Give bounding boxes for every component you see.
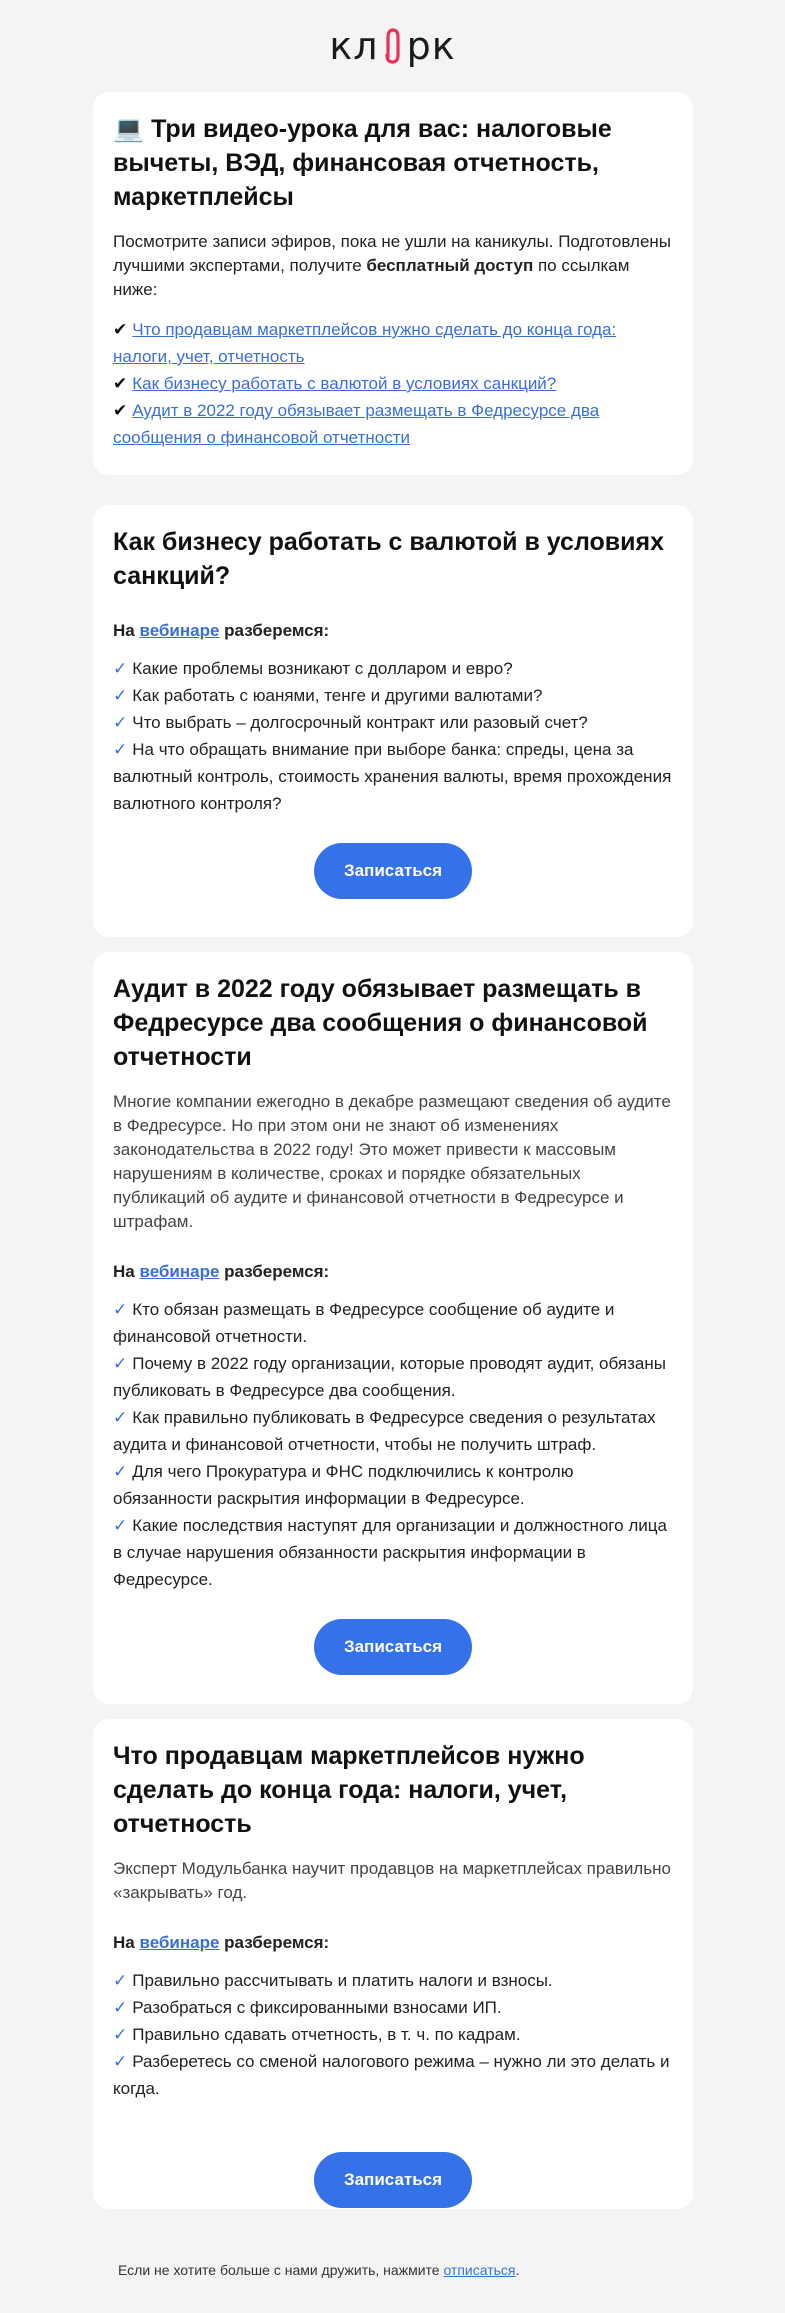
check-icon: ✓: [113, 1971, 128, 1990]
intro-card: [93, 92, 693, 475]
link-marketplace[interactable]: Что продавцам маркетплейсов нужно сделать до конца года: налоги, учет, отчетность: [113, 320, 617, 366]
list-item-text: Как правильно публиковать в Федресурсе сведения о результатах аудита и финансовой отчетности, чтобы не получить штраф.: [113, 1408, 656, 1454]
check-icon: ✓: [113, 2052, 128, 2071]
check-icon: ✔: [113, 374, 128, 393]
list-item-text: Какие последствия наступят для организации и должностного лица в случае нарушения обязанности раскрытия информации в Федресурсе.: [113, 1516, 667, 1589]
webinar-suffix: разберемся:: [219, 1933, 330, 1952]
audit-title: Аудит в 2022 году обязывает размещать в Федресурсе два сообщения о финансовой отчетности: [113, 975, 648, 1071]
list-item: [113, 1967, 673, 1994]
list-item: [113, 2048, 673, 2102]
webinar-suffix: разберемся:: [219, 1262, 330, 1281]
intro-title: [113, 112, 673, 214]
webinar-prefix: На: [113, 1262, 140, 1281]
unsubscribe-link[interactable]: отписаться: [443, 2262, 516, 2278]
list-item: [113, 370, 673, 397]
list-item: [113, 736, 673, 817]
marketplace-list: [113, 1967, 673, 2102]
list-item: [113, 1994, 673, 2021]
link-currency[interactable]: Как бизнесу работать с валютой в условиях санкций?: [132, 374, 557, 393]
intro-links: [113, 316, 673, 451]
list-item: [113, 709, 673, 736]
intro-title-text: Три видео-урока для вас: налоговые вычеты, ВЭД, финансовая отчетность, маркетплейсы: [113, 115, 612, 211]
check-icon: ✓: [113, 1408, 128, 1427]
signup-button-marketplace[interactable]: Записаться: [314, 2152, 472, 2208]
laptop-icon: 💻: [113, 115, 145, 143]
check-icon: ✔: [113, 320, 128, 339]
list-item: [113, 1404, 673, 1458]
check-icon: ✓: [113, 659, 128, 678]
list-item-text: Кто обязан размещать в Федресурсе сообщение об аудите и финансовой отчетности.: [113, 1300, 615, 1346]
audit-card: [93, 952, 693, 1704]
webinar-label: [113, 619, 673, 643]
audit-list: [113, 1296, 673, 1593]
list-item-text: Что выбрать – долгосрочный контракт или разовый счет?: [132, 713, 588, 732]
currency-title: Как бизнесу работать с валютой в условиях санкций?: [113, 528, 665, 590]
check-icon: ✓: [113, 686, 128, 705]
list-item: [113, 1512, 673, 1593]
currency-card: [93, 505, 693, 937]
signup-button-audit[interactable]: Записаться: [314, 1619, 472, 1675]
webinar-prefix: На: [113, 621, 140, 640]
footer-end: .: [515, 2262, 520, 2278]
intro-text-start: Посмотрите записи эфиров, пока не ушли на каникулы. Подготовлены лучшими экспертами, получите: [113, 232, 672, 275]
marketplace-description: Эксперт Модульбанка научит продавцов на маркетплейсах правильно «закрывать» год.: [113, 1859, 671, 1902]
list-item-text: Для чего Прокуратура и ФНС подключились к контролю обязанности раскрытия информации в Федресурсе.: [113, 1462, 574, 1508]
check-icon: ✓: [113, 1462, 128, 1481]
list-item-text: Разберетесь со сменой налогового режима – нужно ли это делать и когда.: [113, 2052, 670, 2098]
list-item-text: Какие проблемы возникают с долларом и евро?: [132, 659, 513, 678]
list-item: [113, 2021, 673, 2048]
list-item-text: Почему в 2022 году организации, которые проводят аудит, обязаны публиковать в Федресурсе два сообщения.: [113, 1354, 666, 1400]
check-icon: ✓: [113, 1998, 128, 2017]
list-item: [113, 316, 673, 370]
list-item: [113, 1458, 673, 1512]
logo-text-right: рк: [406, 24, 456, 68]
check-icon: ✓: [113, 713, 128, 732]
check-icon: ✔: [113, 401, 128, 420]
intro-text-bold: бесплатный доступ: [366, 256, 534, 275]
list-item-text: Правильно рассчитывать и платить налоги и взносы.: [132, 1971, 553, 1990]
list-item-text: Как работать с юанями, тенге и другими валютами?: [132, 686, 543, 705]
marketplace-card: [93, 1719, 693, 2209]
webinar-label: [113, 1260, 673, 1284]
list-item: [113, 397, 673, 451]
list-item: [113, 1296, 673, 1350]
list-item-text: Разобраться с фиксированными взносами ИП.: [132, 1998, 502, 2017]
list-item: [113, 682, 673, 709]
check-icon: ✓: [113, 1516, 128, 1535]
check-icon: ✓: [113, 2025, 128, 2044]
paperclip-icon: [380, 27, 406, 65]
webinar-suffix: разберемся:: [219, 621, 330, 640]
footer: [118, 2262, 519, 2278]
currency-list: [113, 655, 673, 817]
webinar-link[interactable]: вебинаре: [139, 1933, 220, 1952]
logo[interactable]: [329, 24, 455, 68]
webinar-link[interactable]: вебинаре: [139, 621, 220, 640]
webinar-prefix: На: [113, 1933, 140, 1952]
signup-button-currency[interactable]: Записаться: [314, 843, 472, 899]
marketplace-title: Что продавцам маркетплейсов нужно сделать до конца года: налоги, учет, отчетность: [113, 1742, 585, 1838]
audit-description: Многие компании ежегодно в декабре размещают сведения об аудите в Федресурсе. Но при этом они не знают об изменениях законодательства в 2022 году! Это может привести к массовым нарушениям в количестве, сроках и порядке обязательных публикаций об аудите и финансовой отчетности в Федресурсе и штрафам.: [113, 1092, 671, 1231]
footer-text: Если не хотите больше с нами дружить, нажмите: [118, 2262, 444, 2278]
check-icon: ✓: [113, 1300, 128, 1319]
header: [0, 0, 785, 92]
link-audit[interactable]: Аудит в 2022 году обязывает размещать в Федресурсе два сообщения о финансовой отчетности: [113, 401, 600, 447]
check-icon: ✓: [113, 1354, 128, 1373]
intro-text: [113, 230, 673, 302]
list-item-text: Правильно сдавать отчетность, в т. ч. по кадрам.: [132, 2025, 521, 2044]
list-item: [113, 1350, 673, 1404]
check-icon: ✓: [113, 740, 128, 759]
webinar-link[interactable]: вебинаре: [139, 1262, 220, 1281]
list-item: [113, 655, 673, 682]
logo-text-left: кл: [329, 24, 379, 68]
webinar-label: [113, 1931, 673, 1955]
intro-text-end: по ссылкам ниже:: [113, 256, 630, 299]
list-item-text: На что обращать внимание при выборе банка: спреды, цена за валютный контроль, стоимость хранения валюты, время прохождения валютного контроля?: [113, 740, 672, 813]
